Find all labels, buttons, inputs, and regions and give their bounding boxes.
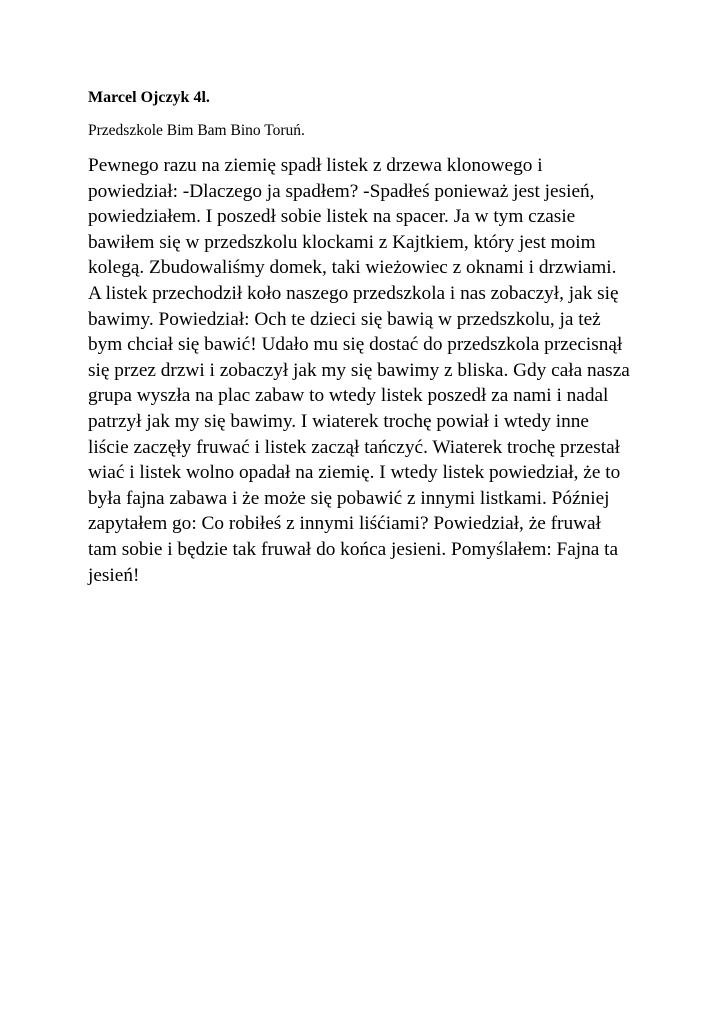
story-line: patrzył jak my się bawimy. I wiaterek trochę powiał i wtedy inne: [88, 410, 589, 432]
story-line: była fajna zabawa i że może się pobawić z innymi listkami. Później: [88, 487, 610, 509]
author-heading: Marcel Ojczyk 4l.: [88, 89, 210, 106]
story-body: [88, 153, 648, 588]
story-line: powiedział: -Dlaczego ja spadłem? -Spadłeś ponieważ jest jesień,: [88, 180, 595, 202]
story-line: wiać i listek wolno opadał na ziemię. I wtedy listek powiedział, że to: [88, 462, 621, 484]
story-line: kolegą. Zbudowaliśmy domek, taki wieżowiec z oknami i drzwiami.: [88, 257, 617, 279]
school-name: Przedszkole Bim Bam Bino Toruń.: [88, 122, 305, 139]
story-line: zapytałem go: Co robiłeś z innymi liśćiami? Powiedział, że fruwał: [88, 513, 601, 535]
story-line: powiedziałem. I poszedł sobie listek na spacer. Ja w tym czasie: [88, 206, 576, 228]
story-line: bawiłem się w przedszkolu klockami z Kajtkiem, który jest moim: [88, 231, 596, 253]
story-line: bym chciał się bawić! Udało mu się dostać do przedszkola przecisnął: [88, 334, 623, 356]
story-line: liście zaczęły fruwać i listek zaczął tańczyć. Wiaterek trochę przestał: [88, 436, 621, 458]
story-line: jesień!: [88, 564, 140, 586]
story-line: bawimy. Powiedział: Och te dzieci się bawią w przedszkolu, ja też: [88, 308, 601, 330]
story-line: grupa wyszła na plac zabaw to wtedy listek poszedł za nami i nadal: [88, 385, 609, 407]
story-line: A listek przechodził koło naszego przedszkola i nas zobaczył, jak się: [88, 282, 619, 304]
story-line: Pewnego razu na ziemię spadł listek z drzewa klonowego i: [88, 155, 543, 176]
story-line: się przez drzwi i zobaczył jak my się bawimy z bliska. Gdy cała nasza: [88, 359, 630, 381]
story-line: tam sobie i będzie tak fruwał do końca jesieni. Pomyślałem: Fajna ta: [88, 538, 619, 560]
